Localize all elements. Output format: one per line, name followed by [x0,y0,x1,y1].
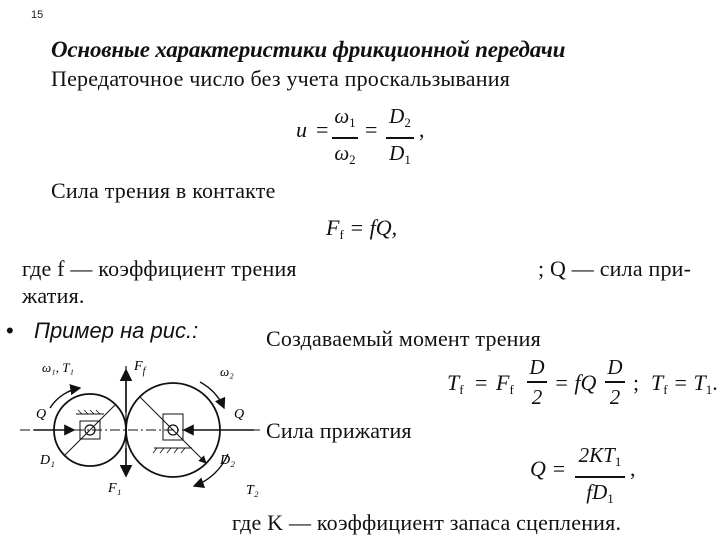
pressure-tail: , [630,456,636,481]
pressure-where: где K — коэффициент запаса сцепления. [232,510,622,535]
ratio-tail: , [419,117,425,142]
moment-frac1: D 2 [527,355,547,409]
moment-heading: Создаваемый момент трения [266,326,541,351]
page-title: Основные характеристики фрикционной передачи [51,37,566,62]
friction-where-b: ; Q — сила при- [538,256,692,281]
ratio-omega-fraction: $\omega_1$ $\omega_2$ [332,104,358,172]
pressure-heading: Сила прижатия [266,418,412,443]
d2: D [389,104,405,128]
label-w2: ω₂ [220,364,234,379]
label-F1: F₁ [108,481,122,496]
friction-heading: Сила трения в контакте [51,178,276,203]
omega1: ω [334,104,350,128]
pressure-frac: $2KT_1$ $fD_1$ [575,443,625,511]
moment-eq2: = fQ [554,370,597,395]
d1: D [389,140,405,165]
example-label: Пример на рис.: [34,318,199,343]
moment-sep: ; [633,370,640,395]
ratio-heading: Передаточное число без учета проскальзывания [51,66,511,91]
pressure-Q: Q = [530,456,567,481]
label-Ff: $F_f$ [134,359,146,377]
friction-drive-figure [14,352,276,512]
moment-eq1: = [475,370,488,395]
label-w1T1: ω₁, T₁ [42,360,74,375]
bullet: • [6,318,14,343]
label-D1: D₁ [40,453,55,468]
label-D2: D₂ [220,453,235,468]
friction-formula: $F_f$ = fQ, [326,215,398,242]
slide-number: 15 [31,9,44,21]
moment-F: $F_f$ [496,370,514,397]
ratio-eq2: = [365,117,378,142]
omega2: ω [334,140,350,165]
friction-where-line2: жатия. [22,283,85,308]
bearing-2 [163,414,183,440]
moment-T2: $T_f = T_1$. [651,370,718,397]
friction-where-a: где f — коэффициент трения [22,256,297,281]
ratio-eq1: = [316,117,329,142]
label-T2: T₂ [246,483,259,498]
label-Q-right: Q [234,407,245,422]
moment-T: $T_f$ [447,370,464,397]
ratio-d-fraction: $D_2$ $D_1$ [386,104,414,172]
label-Q-left: Q [36,407,47,422]
ratio-u: u [296,117,307,142]
moment-frac2: D 2 [605,355,625,409]
